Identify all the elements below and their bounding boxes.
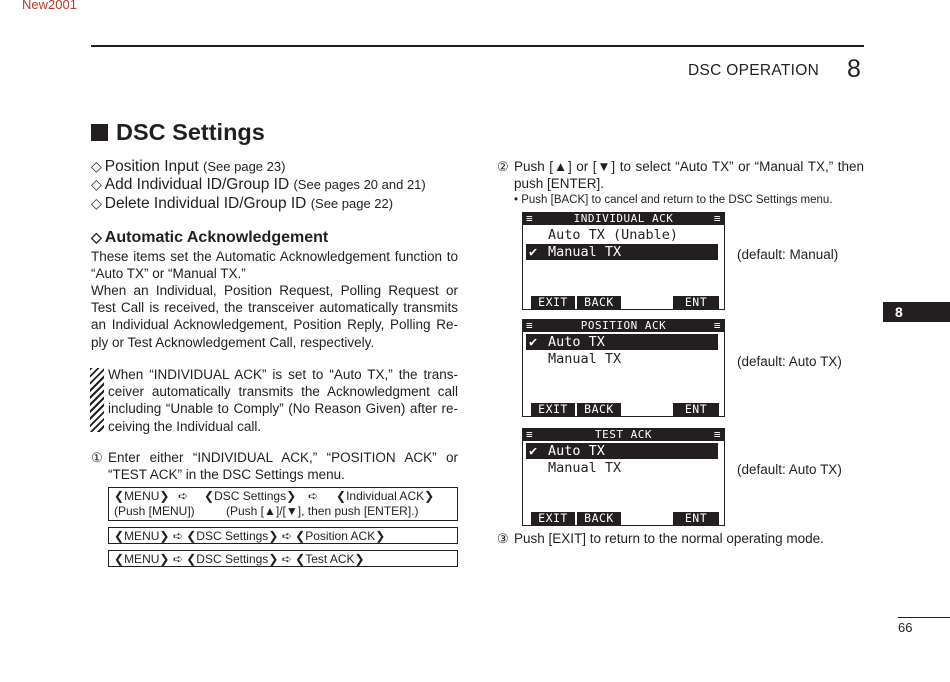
path-target: ❮Individual ACK❯ — [336, 489, 435, 503]
step-text: Enter either “INDIVIDUAL ACK,” “POSITION ACK” or “TEST ACK” in the DSC Settings menu. — [108, 450, 458, 483]
diamond-icon: ◇ — [91, 176, 102, 192]
top-rule — [91, 45, 864, 47]
softkey-back: BACK — [577, 512, 621, 525]
menu-icon: ≡ — [526, 319, 534, 332]
lcd-row-option: Auto TX (Unable) — [548, 227, 679, 243]
note-hatch — [90, 368, 104, 432]
menu-icon: ≡ — [526, 212, 534, 225]
push-hint-menu: (Push [MENU]) — [114, 504, 195, 518]
paragraph-detail: When an Individual, Position Request, Polling Request or Test Call is received, the transceiver automatically transmits an Individual Acknowledgement, Position Reply, Polling Re-ply or Test Acknowledgement Call, respectively. — [91, 283, 458, 350]
step-text: Push [EXIT] to return to the normal operating mode. — [514, 531, 824, 546]
lcd-title: POSITION ACK — [580, 319, 667, 332]
arrow-icon: ➪ — [178, 489, 189, 503]
lcd-row-option: Manual TX — [548, 351, 622, 367]
square-bullet-icon — [91, 124, 108, 141]
softkey-exit: EXIT — [531, 512, 575, 525]
lcd-row-option: Manual TX — [548, 460, 622, 476]
lcd-row-selected: ✔ Auto TX — [526, 334, 718, 350]
header-title: DSC OPERATION — [688, 62, 820, 79]
item-ref: (See page 23) — [203, 159, 286, 174]
subheading-text: Automatic Acknowledgement — [104, 229, 329, 246]
menu-path-individual — [108, 487, 458, 521]
arrow-icon: ➪ — [281, 552, 292, 566]
check-icon: ✔ — [529, 244, 538, 260]
step-2 — [497, 158, 864, 208]
menu-icon: ≡ — [713, 212, 721, 225]
menu-path-position: ❮MENU❯ ➪ ❮DSC Settings❯ ➪ ❮Position ACK❯ — [108, 527, 458, 544]
path-menu: ❮MENU❯ — [114, 489, 170, 503]
step-1 — [91, 449, 458, 483]
section-title — [91, 119, 265, 146]
arrow-icon: ➪ — [172, 552, 183, 566]
corner-label: New2001 — [22, 0, 77, 12]
diamond-icon: ◇ — [91, 229, 102, 245]
lcd-title: INDIVIDUAL ACK — [573, 212, 674, 225]
item-label: Add Individual ID/Group ID — [104, 176, 290, 193]
lcd-row-selected: ✔ Auto TX — [526, 443, 718, 459]
page-number: 66 — [898, 620, 913, 635]
arrow-icon: ➪ — [172, 529, 183, 543]
softkey-exit: EXIT — [531, 296, 575, 309]
item-ref: (See pages 20 and 21) — [293, 177, 426, 192]
lcd-title-bar — [523, 213, 724, 225]
page-rule — [898, 617, 950, 618]
step-text: Push [▲] or [▼] to select “Auto TX” or “Manual TX,” then push [ENTER]. — [514, 159, 864, 192]
softkey-exit: EXIT — [531, 403, 575, 416]
lcd-title-bar — [523, 429, 724, 441]
item-ref: (See page 22) — [310, 196, 394, 211]
item-position-input — [91, 158, 285, 176]
lcd-title: TEST ACK — [595, 428, 652, 441]
check-icon: ✔ — [529, 334, 538, 350]
softkey-back: BACK — [577, 403, 621, 416]
item-label: Delete Individual ID/Group ID — [104, 195, 307, 212]
arrow-icon: ➪ — [281, 529, 292, 543]
step-number: ③ — [497, 531, 509, 546]
paragraph-intro: These items set the Automatic Acknowledgement function to “Auto TX” or “Manual TX.” — [91, 249, 458, 282]
diamond-icon: ◇ — [91, 195, 102, 211]
softkey-ent: ENT — [673, 403, 719, 416]
diamond-icon: ◇ — [91, 158, 102, 174]
default-note: (default: Auto TX) — [737, 462, 842, 477]
step-bullet: • Push [BACK] to cancel and return to the DSC Settings menu. — [514, 194, 833, 207]
item-delete-id — [91, 195, 393, 213]
item-add-id — [91, 176, 426, 194]
menu-path-test: ❮MENU❯ ➪ ❮DSC Settings❯ ➪ ❮Test ACK❯ — [108, 550, 458, 567]
softkey-ent: ENT — [673, 512, 719, 525]
section-title-text: DSC Settings — [116, 119, 265, 145]
menu-icon: ≡ — [713, 319, 721, 332]
lcd-title-bar — [523, 320, 724, 332]
default-note: (default: Manual) — [737, 247, 839, 262]
lcd-individual-ack — [522, 212, 725, 310]
lcd-row-selected: ✔ Manual TX — [526, 244, 718, 260]
note-text: When “INDIVIDUAL ACK” is set to “Auto TX,” the trans-ceiver automatically transmits the Acknowledgment call including “Unable to Comply” (No Reason Given) after re-ceiving the Individual call. — [108, 367, 458, 434]
arrow-icon: ➪ — [308, 489, 319, 503]
check-icon: ✔ — [529, 443, 538, 459]
chapter-number: 8 — [847, 55, 861, 83]
step-number: ② — [497, 159, 509, 174]
chapter-tab: 8 — [883, 302, 950, 322]
path-dsc-settings: ❮DSC Settings❯ — [204, 489, 297, 503]
step-3 — [497, 530, 864, 547]
lcd-test-ack — [522, 428, 725, 526]
softkey-back: BACK — [577, 296, 621, 309]
menu-icon: ≡ — [713, 428, 721, 441]
default-note: (default: Auto TX) — [737, 354, 842, 369]
item-label: Position Input — [104, 158, 199, 175]
push-hint-select: (Push [▲]/[▼], then push [ENTER].) — [226, 504, 419, 518]
step-number: ① — [91, 450, 103, 465]
subheading — [91, 229, 328, 247]
menu-icon: ≡ — [526, 428, 534, 441]
lcd-position-ack — [522, 319, 725, 417]
softkey-ent: ENT — [673, 296, 719, 309]
